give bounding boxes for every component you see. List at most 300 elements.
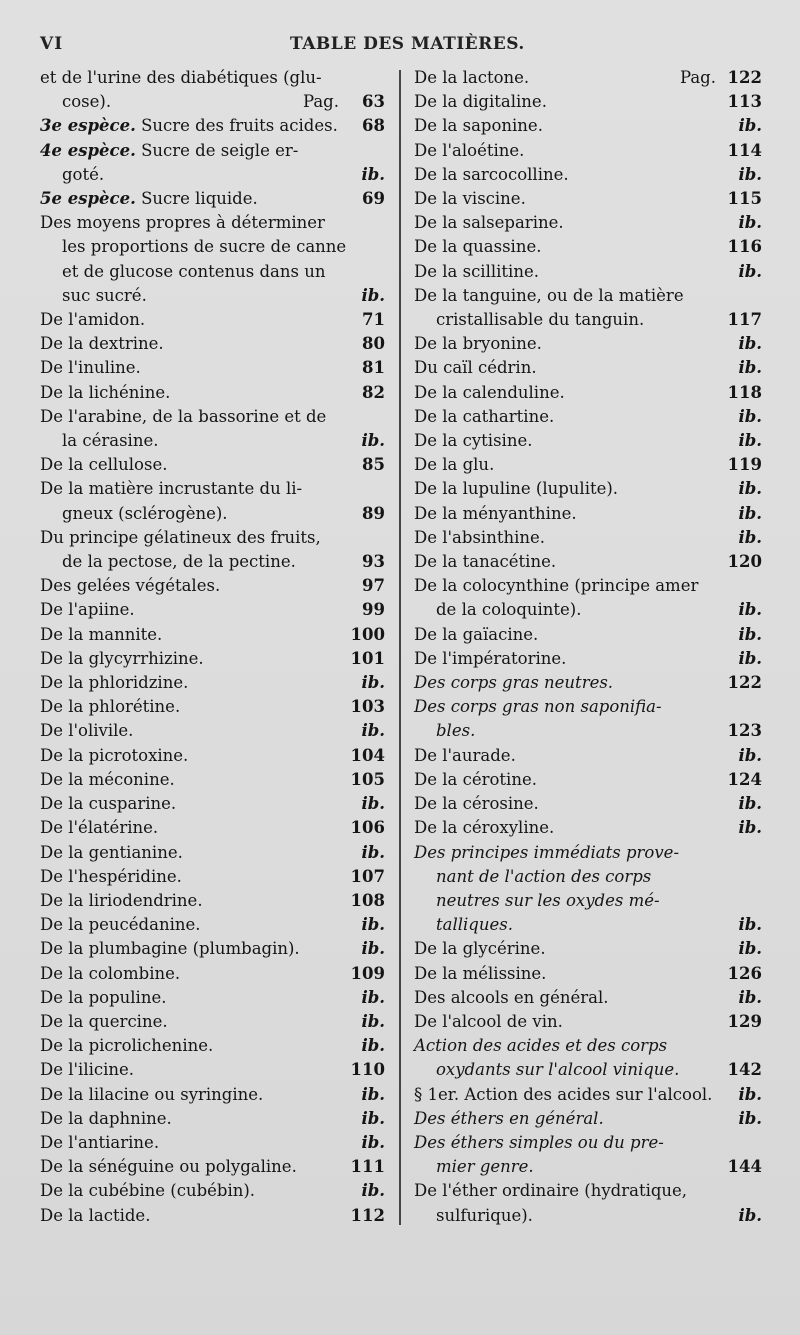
toc-entry-text <box>40 1083 347 1107</box>
page-number-ref: ib. <box>738 1108 762 1128</box>
toc-entry-text <box>414 962 724 986</box>
toc-entry-title: Des gelées végétales. <box>40 576 221 596</box>
toc-entry <box>414 260 762 284</box>
toc-entry <box>40 405 385 429</box>
toc-entry <box>40 356 385 380</box>
toc-entry <box>414 356 762 380</box>
toc-entry-title: De la méconine. <box>40 769 175 789</box>
toc-entry <box>414 816 762 840</box>
toc-entry-title: cose). <box>62 92 112 112</box>
toc-entry-text <box>40 695 347 719</box>
toc-entry-page <box>347 405 385 429</box>
toc-entry-title: De la cubébine (cubébin). <box>40 1181 256 1201</box>
toc-entry-text <box>414 114 724 138</box>
pag-label: Pag. <box>302 92 339 112</box>
toc-entry <box>414 1155 762 1179</box>
toc-entry <box>414 163 762 187</box>
toc-entry-page <box>347 792 385 816</box>
toc-entry <box>414 986 762 1010</box>
toc-entry-text <box>40 889 347 913</box>
toc-entry-title: De la sarcocolline. <box>414 164 569 184</box>
toc-entry-text <box>414 1107 724 1131</box>
toc-entry <box>414 526 762 550</box>
toc-entry-page <box>347 841 385 865</box>
page-number-ref: 97 <box>362 576 385 596</box>
toc-entry <box>40 211 385 235</box>
toc-entry <box>414 937 762 961</box>
toc-entry-page <box>347 598 385 622</box>
toc-entry <box>40 1034 385 1058</box>
page-number-ref: 85 <box>362 455 385 475</box>
toc-entry <box>414 792 762 816</box>
toc-entry-title: De la cathartine. <box>414 406 555 426</box>
toc-entry <box>40 695 385 719</box>
toc-entry-title: De la quassine. <box>414 237 542 257</box>
page-number-ref: 71 <box>362 310 385 330</box>
toc-entry-title: De la dextrine. <box>40 334 164 354</box>
page-number-ref: ib. <box>738 261 762 281</box>
toc-entry-page <box>347 1179 385 1203</box>
toc-entry-title: Des corps gras neutres. <box>414 673 614 693</box>
page-number-ref: 89 <box>362 503 385 523</box>
toc-entry <box>414 889 762 913</box>
toc-entry-title: De la calenduline. <box>414 382 565 402</box>
toc-entry-text <box>414 1179 724 1203</box>
toc-entry-page <box>347 719 385 743</box>
toc-entry-title: De la céroxyline. <box>414 818 555 838</box>
page-number-ref: ib. <box>361 431 385 451</box>
page-number-ref: 68 <box>362 116 385 136</box>
toc-entry-page <box>347 429 385 453</box>
toc-entry-title: De la mélissine. <box>414 963 547 983</box>
toc-entry-title: Des moyens propres à déterminer <box>40 213 325 233</box>
toc-entry-title: De la glu. <box>414 455 495 475</box>
toc-entry-page <box>724 477 762 501</box>
toc-entry-page <box>347 1155 385 1179</box>
toc-entry-page <box>347 526 385 550</box>
toc-entry-text <box>40 502 347 526</box>
toc-entry-page <box>347 816 385 840</box>
toc-entry <box>40 550 385 574</box>
toc-entry-title: De la daphnine. <box>40 1108 172 1128</box>
page-number-ref: 111 <box>350 1157 385 1177</box>
page-number-ref: 104 <box>350 745 385 765</box>
toc-entry <box>40 889 385 913</box>
page-number-ref: 114 <box>727 140 762 160</box>
toc-entry <box>414 768 762 792</box>
toc-entry <box>414 1179 762 1203</box>
toc-entry-text <box>414 1155 724 1179</box>
page-number-ref: ib. <box>361 1084 385 1104</box>
toc-entry-text <box>40 792 347 816</box>
page-number-ref: 82 <box>362 382 385 402</box>
toc-entry-page <box>724 235 762 259</box>
toc-entry-text <box>414 574 724 598</box>
toc-entry-text <box>40 719 347 743</box>
page-number-ref: 116 <box>727 237 762 257</box>
toc-entry-title: De la mannite. <box>40 624 163 644</box>
toc-entry-title: De la colombine. <box>40 963 181 983</box>
toc-entry-text <box>414 1058 724 1082</box>
toc-entry-page <box>724 937 762 961</box>
page-number-ref: ib. <box>738 745 762 765</box>
toc-entry <box>414 647 762 671</box>
toc-entry <box>40 913 385 937</box>
toc-left-column <box>40 66 385 1228</box>
toc-entry-text <box>414 381 724 405</box>
toc-entry-page <box>347 1083 385 1107</box>
toc-entry-text <box>414 695 724 719</box>
toc-entry-text <box>414 913 724 937</box>
toc-entry-page <box>347 695 385 719</box>
toc-entry-text <box>40 453 347 477</box>
toc-entry <box>414 381 762 405</box>
toc-entry-title: De la bryonine. <box>414 334 542 354</box>
toc-entry-title: De l'absinthine. <box>414 527 545 547</box>
page-number-ref: ib. <box>361 285 385 305</box>
toc-entry-text <box>40 550 347 574</box>
toc-entry-page <box>347 962 385 986</box>
page-number-ref: 63 <box>362 92 385 112</box>
toc-entry <box>414 332 762 356</box>
toc-entry-title: Des corps gras non saponifia- <box>414 697 662 717</box>
toc-entry-text <box>414 90 724 114</box>
toc-entry <box>414 1010 762 1034</box>
toc-entry-page <box>724 816 762 840</box>
toc-entry-text <box>414 792 724 816</box>
page-number-ref: 119 <box>727 455 762 475</box>
toc-entry-page <box>724 1204 762 1228</box>
toc-entry <box>414 139 762 163</box>
toc-entry-title: gneux (sclérogène). <box>62 503 228 523</box>
toc-entry-text <box>40 768 347 792</box>
toc-entry <box>414 211 762 235</box>
toc-entry-page <box>347 889 385 913</box>
toc-entry-title: goté. <box>62 164 105 184</box>
toc-entry <box>40 841 385 865</box>
toc-entry-text <box>414 1010 724 1034</box>
toc-entry-title: De la picrotoxine. <box>40 745 189 765</box>
toc-entry-page <box>347 66 385 90</box>
toc-entry-page <box>724 429 762 453</box>
toc-entry-text <box>40 841 347 865</box>
page-number-ref: 109 <box>350 963 385 983</box>
toc-entry-text <box>40 937 347 961</box>
page-number-ref: ib. <box>738 818 762 838</box>
toc-entry-text <box>40 1010 347 1034</box>
toc-entry-text <box>414 211 724 235</box>
toc-entry-text <box>414 986 724 1010</box>
toc-entry-text <box>414 453 724 477</box>
page-number: VI <box>40 34 64 54</box>
toc-entry-text <box>414 623 724 647</box>
toc-entry-page <box>724 719 762 743</box>
toc-entry <box>40 768 385 792</box>
toc-entry-text <box>40 114 347 138</box>
toc-entry-text <box>40 1107 347 1131</box>
page-number-ref: ib. <box>361 939 385 959</box>
toc-entry-title: De la sénéguine ou polygaline. <box>40 1157 297 1177</box>
toc-entry <box>414 90 762 114</box>
toc-entry-page <box>347 211 385 235</box>
toc-entry-text <box>414 744 724 768</box>
page-number-ref: 81 <box>362 358 385 378</box>
toc-entry-title: De la populine. <box>40 987 167 1007</box>
toc-entry-title: De la salseparine. <box>414 213 564 233</box>
toc-entry-page <box>724 768 762 792</box>
toc-entry-title: De la phlorétine. <box>40 697 181 717</box>
toc-entry-text <box>414 889 724 913</box>
toc-entry <box>40 453 385 477</box>
toc-entry-text <box>40 865 347 889</box>
toc-entry-page <box>347 768 385 792</box>
toc-entry-title: et de glucose contenus dans un <box>62 261 326 281</box>
toc-entry-text <box>40 1034 347 1058</box>
toc-entry <box>414 598 762 622</box>
toc-entry <box>414 695 762 719</box>
toc-entry-text <box>40 574 347 598</box>
toc-entry <box>414 1083 762 1107</box>
toc-entry <box>414 66 762 90</box>
toc-entry-text <box>414 1034 724 1058</box>
toc-entry-page <box>347 453 385 477</box>
toc-entry <box>40 66 385 90</box>
toc-entry <box>40 962 385 986</box>
page-number-ref: 129 <box>727 1011 762 1031</box>
toc-entry-title: bles. <box>436 721 476 741</box>
toc-entry-page <box>347 114 385 138</box>
toc-entry-page <box>724 1179 762 1203</box>
toc-entry-title: Sucre liquide. <box>135 189 258 209</box>
toc-entry <box>40 284 385 308</box>
toc-entry-title: Des éthers simples ou du pre- <box>414 1132 664 1152</box>
page-number-ref: ib. <box>738 1205 762 1225</box>
toc-entry <box>414 114 762 138</box>
page-number-ref: 99 <box>362 600 385 620</box>
toc-entry-title: De la picrolichenine. <box>40 1036 214 1056</box>
toc-entry-page <box>347 187 385 211</box>
toc-entry-title: De la ményanthine. <box>414 503 577 523</box>
toc-entry-text <box>40 623 347 647</box>
toc-entry-title: et de l'urine des diabétiques (glu- <box>40 68 322 87</box>
page-number-ref: 126 <box>727 963 762 983</box>
toc-entry-text <box>40 235 347 259</box>
toc-entry <box>414 1204 762 1228</box>
toc-entry-title: Sucre des fruits acides. <box>135 116 338 136</box>
toc-entry-text <box>40 598 347 622</box>
toc-entry <box>40 429 385 453</box>
toc-entry <box>40 671 385 695</box>
page-number-ref: ib. <box>738 939 762 959</box>
toc-entry-page <box>724 598 762 622</box>
page-number-ref: ib. <box>738 648 762 668</box>
toc-entry-page <box>347 308 385 332</box>
toc-entry-text <box>414 502 724 526</box>
toc-entry-text <box>414 647 724 671</box>
toc-entry-text <box>414 768 724 792</box>
toc-entry-text <box>414 66 680 90</box>
toc-entry-title: Sucre de seigle er- <box>135 140 299 160</box>
toc-entry-title: De la cellulose. <box>40 455 168 475</box>
toc-entry-text <box>414 477 724 501</box>
toc-entry-title: De la saponine. <box>414 116 543 136</box>
toc-entry-page <box>347 1107 385 1131</box>
toc-entry-text <box>40 139 347 163</box>
page-number-ref: 100 <box>350 624 385 644</box>
page-number-ref: ib. <box>361 1011 385 1031</box>
toc-entry <box>40 260 385 284</box>
toc-entry-text <box>40 356 347 380</box>
toc-entry-page <box>347 381 385 405</box>
toc-entry <box>414 574 762 598</box>
toc-entry-page <box>724 502 762 526</box>
page-number-ref: 103 <box>350 697 385 717</box>
toc-entry-page <box>347 913 385 937</box>
toc-entry <box>40 574 385 598</box>
toc-entry-page <box>724 792 762 816</box>
toc-entry <box>40 598 385 622</box>
toc-entry <box>40 526 385 550</box>
toc-entry <box>414 284 762 308</box>
toc-entry-page <box>724 356 762 380</box>
toc-entry-page <box>724 526 762 550</box>
toc-entry <box>40 1179 385 1203</box>
toc-entry-page <box>724 1131 762 1155</box>
toc-entry-page <box>724 90 762 114</box>
toc-entry-text <box>40 66 347 90</box>
toc-entry-page <box>724 1058 762 1082</box>
toc-entry-title: Du caïl cédrin. <box>414 358 537 378</box>
toc-entry <box>414 744 762 768</box>
toc-entry-text <box>40 1179 347 1203</box>
toc-entry-title: De l'aurade. <box>414 745 516 765</box>
toc-entry <box>40 792 385 816</box>
toc-entry <box>414 913 762 937</box>
toc-entry <box>40 986 385 1010</box>
page-number-ref: 113 <box>727 92 762 112</box>
toc-entry-title: De l'amidon. <box>40 310 146 330</box>
toc-entry <box>414 477 762 501</box>
toc-entry-title: De la tanacétine. <box>414 552 557 572</box>
toc-entry-page <box>724 671 762 695</box>
toc-entry-text <box>414 308 724 332</box>
toc-entry-title: sulfurique). <box>436 1205 533 1225</box>
page-number-ref: 105 <box>350 769 385 789</box>
toc-entry-page <box>347 937 385 961</box>
toc-entry-page <box>724 962 762 986</box>
page-number-ref: 93 <box>362 552 385 572</box>
toc-entry-title: De la digitaline. <box>414 92 547 112</box>
toc-entry-title: De la lupuline (lupulite). <box>414 479 619 499</box>
toc-entry-page <box>347 502 385 526</box>
toc-entry-page <box>347 332 385 356</box>
toc-entry-text <box>414 1204 724 1228</box>
toc-entry-text <box>414 139 724 163</box>
page-number-ref: ib. <box>361 721 385 741</box>
page-number-ref: ib. <box>738 358 762 378</box>
toc-entry-page <box>724 986 762 1010</box>
toc-entry-title: De l'ilicine. <box>40 1060 135 1080</box>
toc-entry-page <box>347 163 385 187</box>
toc-entry-page <box>347 477 385 501</box>
toc-entry-title: De l'aloétine. <box>414 140 525 160</box>
page-header <box>40 34 780 58</box>
page-number-ref: ib. <box>738 1084 762 1104</box>
toc-entry <box>40 1010 385 1034</box>
toc-entry-title: De la quercine. <box>40 1011 168 1031</box>
toc-entry-page <box>724 889 762 913</box>
toc-entry-title: De la phloridzine. <box>40 673 189 693</box>
page-number-ref: ib. <box>738 164 762 184</box>
toc-entry <box>40 187 385 211</box>
toc-entry-title: Des éthers en général. <box>414 1108 604 1128</box>
toc-entry <box>414 1107 762 1131</box>
toc-entry-text <box>414 550 724 574</box>
toc-entry <box>414 1058 762 1082</box>
toc-entry <box>40 719 385 743</box>
toc-entry-text <box>40 284 347 308</box>
toc-entry-page <box>724 453 762 477</box>
toc-entry <box>414 623 762 647</box>
toc-entry-page <box>724 550 762 574</box>
toc-entry-text <box>40 405 347 429</box>
toc-entry <box>40 937 385 961</box>
toc-entry-text <box>40 1131 347 1155</box>
toc-entry-page <box>347 139 385 163</box>
page-number-ref: ib. <box>738 334 762 354</box>
species-label: 3e espèce. <box>40 116 136 136</box>
toc-entry-text <box>414 284 724 308</box>
toc-entry-title: De la glycyrrhizine. <box>40 648 204 668</box>
toc-entry-title: De la cusparine. <box>40 794 177 814</box>
page-number-ref: 106 <box>350 818 385 838</box>
toc-entry <box>40 1155 385 1179</box>
page-number-ref: 108 <box>350 890 385 910</box>
toc-entry-page <box>724 913 762 937</box>
toc-entry-title: De l'élatérine. <box>40 818 159 838</box>
toc-entry-text <box>40 332 347 356</box>
page-number-ref: ib. <box>361 1132 385 1152</box>
toc-entry-page <box>724 211 762 235</box>
toc-entry-text <box>414 356 724 380</box>
toc-entry-page <box>303 90 385 114</box>
page-number-ref: ib. <box>738 624 762 644</box>
toc-entry-page <box>680 66 762 90</box>
species-label: 4e espèce. <box>40 140 136 160</box>
toc-entry-page <box>724 1155 762 1179</box>
toc-entry <box>414 187 762 211</box>
toc-entry <box>40 865 385 889</box>
toc-entry-page <box>724 284 762 308</box>
toc-entry-title: De l'antiarine. <box>40 1132 160 1152</box>
toc-entry <box>414 865 762 889</box>
toc-entry-text <box>40 260 347 284</box>
page-number-ref: ib. <box>738 915 762 935</box>
toc-entry-page <box>347 356 385 380</box>
page-number-ref: ib. <box>738 116 762 136</box>
toc-entry-text <box>40 816 347 840</box>
toc-entry <box>414 550 762 574</box>
toc-entry-title: De la gentianine. <box>40 842 183 862</box>
toc-entry-page <box>724 695 762 719</box>
toc-entry-page <box>347 986 385 1010</box>
toc-entry <box>414 1034 762 1058</box>
toc-entry <box>40 308 385 332</box>
toc-entry-page <box>724 405 762 429</box>
toc-entry-page <box>347 1058 385 1082</box>
page-number-ref: ib. <box>361 673 385 693</box>
toc-entry-title: De l'inuline. <box>40 358 141 378</box>
